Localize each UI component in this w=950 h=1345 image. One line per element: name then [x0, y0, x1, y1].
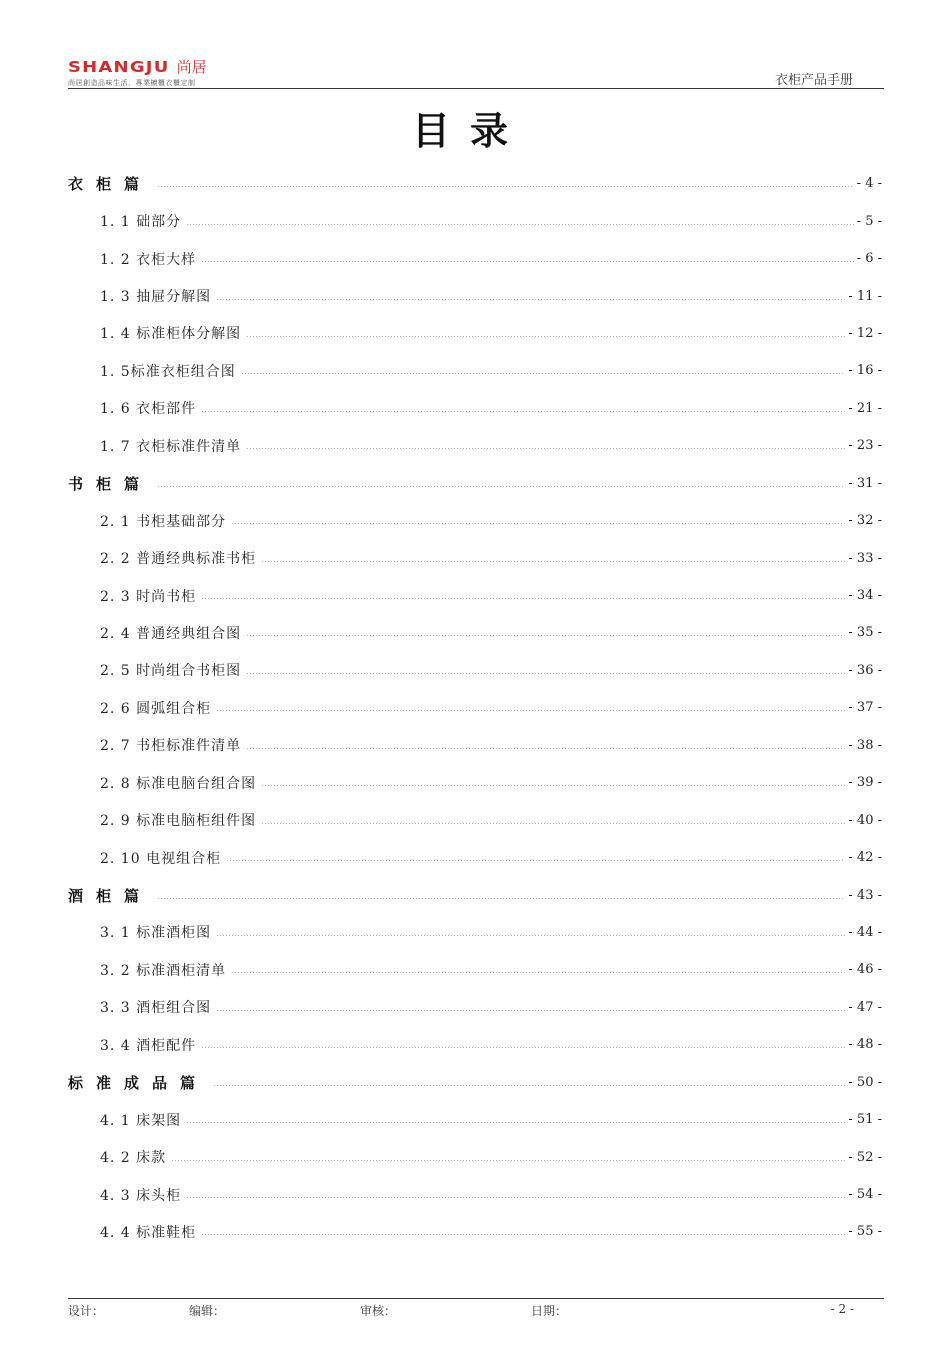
toc-entry-page: - 36 - [848, 662, 882, 678]
toc-entry[interactable] [68, 951, 882, 988]
toc-section-entry[interactable] [68, 1064, 882, 1101]
logo-wordmark [68, 56, 207, 77]
toc-entry[interactable] [68, 1213, 882, 1250]
logo-brand-text: SHANGJU [68, 58, 170, 76]
toc-entry-label: 2. 5 时尚组合书柜图 [100, 663, 242, 680]
toc-entry[interactable] [68, 614, 882, 651]
toc-entry-label: 3. 2 标准酒柜清单 [100, 962, 227, 979]
toc-dot-leader [216, 299, 845, 300]
toc-entry-label: 4. 3 床头柜 [100, 1187, 182, 1204]
company-logo [68, 56, 207, 88]
toc-entry[interactable] [68, 801, 882, 838]
toc-entry-page: - 55 - [848, 1224, 882, 1240]
toc-entry-page: - 5 - [856, 213, 882, 229]
toc-dot-leader [246, 448, 845, 449]
toc-dot-leader [201, 261, 854, 262]
toc-entry-page: - 44 - [848, 924, 882, 940]
toc-entry[interactable] [68, 1176, 882, 1213]
toc-entry[interactable] [68, 727, 882, 764]
toc-dot-leader [216, 1010, 845, 1011]
toc-entry[interactable] [68, 1101, 882, 1138]
toc-entry-label: 2. 4 普通经典组合图 [100, 625, 242, 642]
toc-entry-label: 标准成品篇 [68, 1073, 209, 1092]
toc-dot-leader [201, 1047, 845, 1048]
toc-entry-label: 2. 7 书柜标准件清单 [100, 738, 242, 755]
toc-dot-leader [157, 486, 845, 487]
toc-dot-leader [246, 336, 845, 337]
toc-entry[interactable] [68, 1026, 882, 1063]
footer-design-label: 设计： [68, 1304, 105, 1318]
toc-dot-leader [186, 1197, 845, 1198]
toc-entry-label: 1. 2 衣柜大样 [100, 251, 197, 268]
toc-entry-page: - 47 - [848, 999, 882, 1015]
toc-entry-label: 2. 1 书柜基础部分 [100, 513, 227, 530]
toc-entry[interactable] [68, 427, 882, 464]
toc-entry-label: 1. 6 衣柜部件 [100, 401, 197, 418]
toc-dot-leader [216, 935, 845, 936]
toc-section-entry[interactable] [68, 876, 882, 913]
toc-entry[interactable] [68, 502, 882, 539]
toc-entry-page: - 4 - [856, 176, 882, 192]
toc-dot-leader [231, 523, 845, 524]
footer-page-number: - 2 - [830, 1302, 854, 1316]
toc-entry[interactable] [68, 764, 882, 801]
toc-dot-leader [216, 710, 845, 711]
toc-dot-leader [231, 972, 845, 973]
toc-entry-page: - 12 - [848, 325, 882, 341]
toc-dot-leader [186, 224, 854, 225]
toc-dot-leader [186, 1122, 845, 1123]
toc-entry[interactable] [68, 914, 882, 951]
toc-dot-leader [261, 561, 845, 562]
toc-dot-leader [157, 186, 854, 187]
toc-entry-label: 3. 3 酒柜组合图 [100, 1000, 212, 1017]
toc-dot-leader [171, 1160, 845, 1161]
toc-entry-label: 2. 10 电视组合柜 [100, 850, 222, 867]
toc-entry-label: 4. 2 床款 [100, 1150, 167, 1167]
toc-entry-label: 3. 4 酒柜配件 [100, 1037, 197, 1054]
toc-entry-page: - 6 - [856, 251, 882, 267]
toc-entry-page: - 46 - [848, 962, 882, 978]
toc-entry-page: - 40 - [848, 812, 882, 828]
toc-dot-leader [246, 673, 845, 674]
toc-entry[interactable] [68, 390, 882, 427]
toc-entry-page: - 42 - [848, 850, 882, 866]
document-title: 衣柜产品手册 [774, 73, 853, 88]
toc-entry-label: 酒柜篇 [68, 886, 153, 905]
footer-edit-label: 编辑： [189, 1304, 226, 1318]
toc-entry-page: - 54 - [848, 1187, 882, 1203]
toc-dot-leader [157, 898, 845, 899]
toc-entry-label: 3. 1 标准酒柜图 [100, 925, 212, 942]
toc-entry-label: 2. 9 标准电脑柜组件图 [100, 813, 257, 830]
logo-chinese-text: 尚居 [176, 58, 207, 76]
toc-dot-leader [261, 823, 845, 824]
toc-dot-leader [201, 411, 845, 412]
toc-dot-leader [261, 785, 845, 786]
footer-divider [68, 1298, 884, 1299]
header-divider [68, 88, 884, 89]
toc-entry-label: 2. 2 普通经典标准书柜 [100, 551, 257, 568]
toc-entry-label: 2. 3 时尚书柜 [100, 588, 197, 605]
toc-entry[interactable] [68, 277, 882, 314]
toc-entry-page: - 38 - [848, 737, 882, 753]
toc-section-entry[interactable] [68, 165, 882, 202]
toc-dot-leader [201, 598, 845, 599]
toc-entry-page: - 43 - [848, 887, 882, 903]
toc-entry-page: - 37 - [848, 700, 882, 716]
toc-dot-leader [246, 748, 845, 749]
toc-entry-page: - 52 - [848, 1149, 882, 1165]
toc-entry-page: - 34 - [848, 588, 882, 604]
page-title: 目录 [411, 108, 528, 153]
toc-entry-label: 2. 8 标准电脑台组合图 [100, 775, 257, 792]
page-footer [68, 1302, 854, 1318]
toc-entry-page: - 51 - [848, 1112, 882, 1128]
toc-dot-leader [226, 860, 845, 861]
toc-entry-page: - 32 - [848, 513, 882, 529]
toc-entry[interactable] [68, 315, 882, 352]
toc-entry[interactable] [68, 1138, 882, 1175]
toc-dot-leader [213, 1085, 845, 1086]
toc-dot-leader [246, 635, 845, 636]
toc-entry-page: - 35 - [848, 625, 882, 641]
toc-entry[interactable] [68, 539, 882, 576]
toc-entry[interactable] [68, 240, 882, 277]
toc-entry[interactable] [68, 352, 882, 389]
toc-entry[interactable] [68, 577, 882, 614]
toc-entry-page: - 21 - [848, 400, 882, 416]
toc-dot-leader [201, 1234, 845, 1235]
toc-entry-label: 1. 7 衣柜标准件清单 [100, 438, 242, 455]
toc-entry-label: 1. 1 础部分 [100, 214, 182, 231]
toc-entry-label: 1. 5标准衣柜组合图 [100, 363, 236, 380]
toc-entry-page: - 48 - [848, 1037, 882, 1053]
toc-entry[interactable] [68, 652, 882, 689]
footer-date-label: 日期： [531, 1304, 568, 1318]
toc-entry-label: 1. 4 标准柜体分解图 [100, 326, 242, 343]
toc-entry-label: 4. 1 床架图 [100, 1112, 182, 1129]
toc-entry-label: 书柜篇 [68, 474, 153, 493]
toc-entry-label: 1. 3 抽屉分解图 [100, 289, 212, 306]
toc-entry-label: 2. 6 圆弧组合柜 [100, 700, 212, 717]
toc-entry-page: - 33 - [848, 550, 882, 566]
toc-entry[interactable] [68, 202, 882, 239]
toc-entry-page: - 39 - [848, 775, 882, 791]
toc-entry-label: 4. 4 标准鞋柜 [100, 1224, 197, 1241]
toc-entry[interactable] [68, 989, 882, 1026]
logo-slogan: 尚居創造品味生活，專業櫥櫃衣櫃定制 [68, 79, 196, 87]
toc-entry-page: - 23 - [848, 438, 882, 454]
toc-entry-label: 衣柜篇 [68, 175, 153, 194]
toc-section-entry[interactable] [68, 465, 882, 502]
footer-review-label: 审核： [360, 1304, 397, 1318]
table-of-contents [68, 165, 882, 1251]
toc-entry[interactable] [68, 689, 882, 726]
toc-dot-leader [241, 373, 846, 374]
toc-entry[interactable] [68, 839, 882, 876]
toc-entry-page: - 11 - [848, 288, 882, 304]
toc-entry-page: - 16 - [848, 363, 882, 379]
toc-entry-page: - 31 - [848, 475, 882, 491]
toc-entry-page: - 50 - [848, 1074, 882, 1090]
